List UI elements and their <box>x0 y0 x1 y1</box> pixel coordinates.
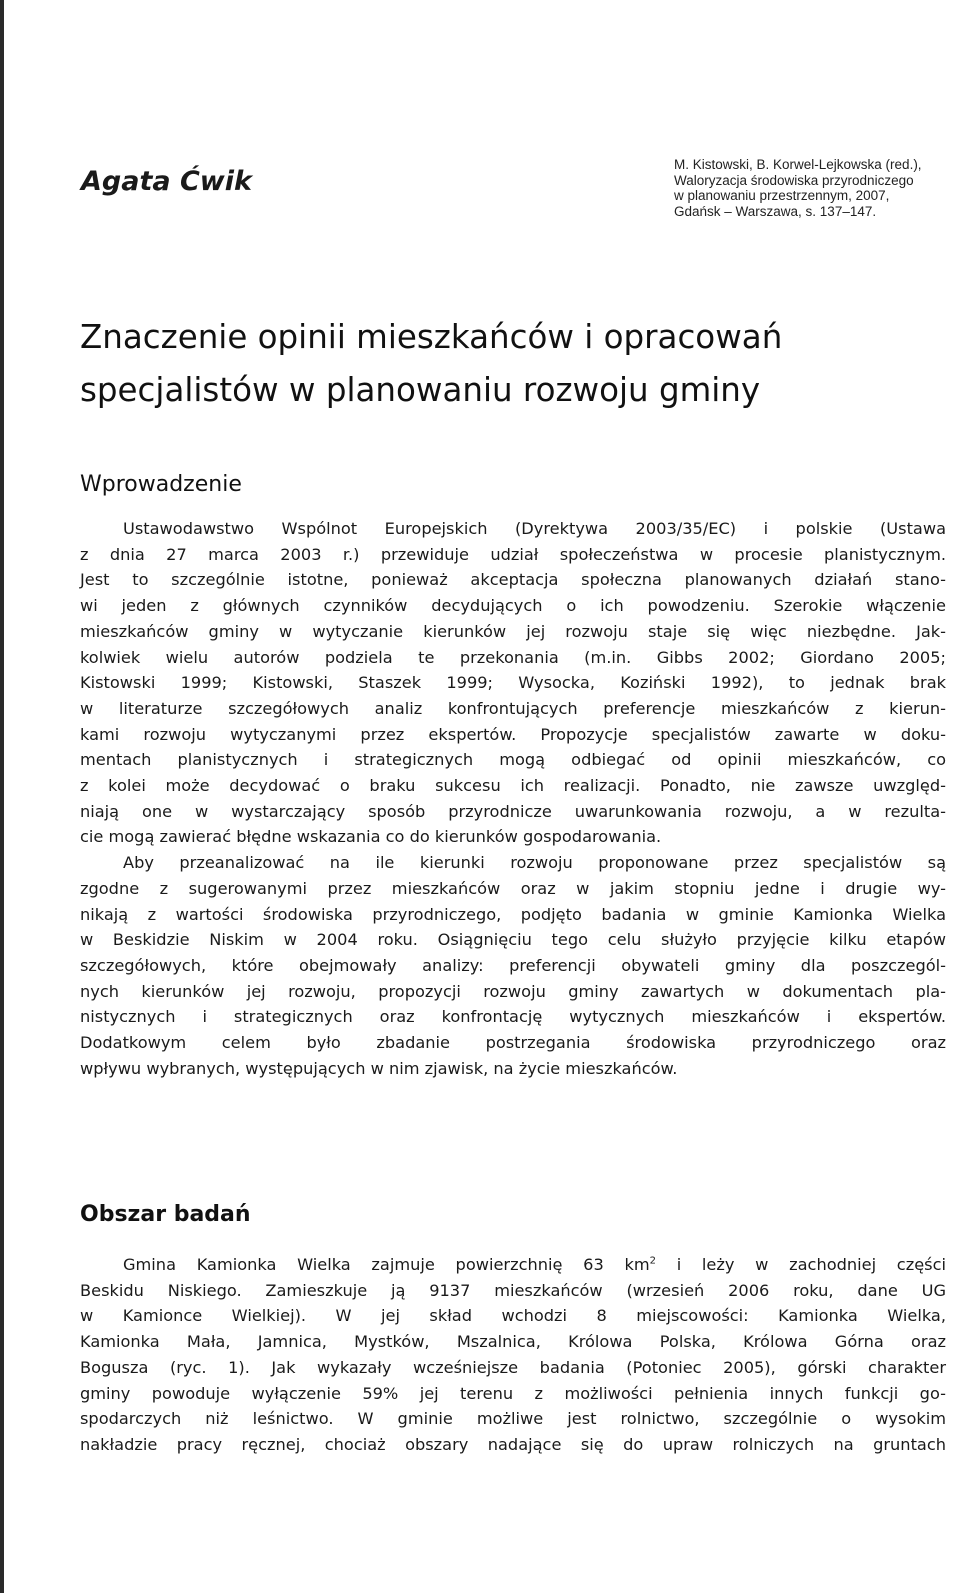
section-heading-study-area: Obszar badań <box>80 1202 251 1227</box>
text-fragment: i leży w zachodniej części <box>656 1255 946 1274</box>
superscript: 2 <box>649 1255 656 1267</box>
scan-edge <box>0 0 4 1593</box>
text-line: szczegółowych, które obejmowały analizy: preferencji obywateli gminy dla poszczegól- <box>80 955 946 975</box>
text-line: spodarczych niż leśnictwo. W gminie możliwe jest rolnictwo, szczególnie o wysokim <box>80 1409 946 1429</box>
text-line: gminy powoduje wyłączenie 59% jej terenu z możliwości pełnienia innych funkcji go- <box>80 1383 946 1403</box>
text-line: Jest to szczególnie istotne, ponieważ akceptacja społeczna planowanych działań stano- <box>80 570 946 590</box>
text-line: z dnia 27 marca 2003 r.) przewiduje udział społeczeństwa w procesie planistycznym. <box>80 544 946 564</box>
text-line: mentach planistycznych i strategicznych mogą odbiegać od opinii mieszkańców, co <box>80 750 946 770</box>
text-line: Bogusza (ryc. 1). Jak wykazały wcześniejsze badania (Potoniec 2005), górski charakter <box>80 1357 946 1377</box>
citation-line: M. Kistowski, B. Korwel-Lejkowska (red.), <box>674 157 922 172</box>
text-line: kami rozwoju wytyczanymi przez ekspertów. Propozycje specjalistów zawarte w doku- <box>80 724 946 744</box>
text-line: Kamionka Mała, Jamnica, Mystków, Mszalnica, Królowa Polska, Królowa Górna oraz <box>80 1332 946 1352</box>
text-line: zgodne z sugerowanymi przez mieszkańców oraz w jakim stopniu jedne i drugie wy- <box>80 878 946 898</box>
title-line: specjalistów w planowaniu rozwoju gminy <box>80 371 761 409</box>
text-line: niają one w wystarczający sposób przyrodnicze uwarunkowania rozwoju, a w rezulta- <box>80 801 946 821</box>
citation-line: Waloryzacja środowiska przyrodniczego <box>674 172 914 188</box>
text-line: wi jeden z głównych czynników decydujących o ich powodzeniu. Szerokie włączenie <box>80 596 946 616</box>
text-line: kolwiek wielu autorów podziela te przekonania (m.in. Gibbs 2002; Giordano 2005; <box>80 647 946 667</box>
text-line: Dodatkowym celem było zbadanie postrzegania środowiska przyrodniczego oraz <box>80 1033 946 1053</box>
citation-line: w planowaniu przestrzennym, 2007, <box>674 188 890 203</box>
text-line: w Beskidzie Niskim w 2004 roku. Osiągnięciu tego celu służyło przyjęcie kilku etapów <box>80 930 946 950</box>
text-line: nistycznych i strategicznych oraz konfrontację wytycznych mieszkańców i ekspertów. <box>80 1007 946 1027</box>
introduction-text <box>80 516 946 1081</box>
title-line: Znaczenie opinii mieszkańców i opracowań <box>80 318 783 356</box>
text-line: Beskidu Niskiego. Zamieszkuje ją 9137 mieszkańców (wrzesień 2006 roku, dane UG <box>80 1280 946 1300</box>
article-title <box>80 311 940 417</box>
citation-line: Gdańsk – Warszawa, s. 137–147. <box>674 203 877 219</box>
citation-block <box>674 157 960 219</box>
text-line: w Kamionce Wielkiej). W jej skład wchodzi 8 miejscowości: Kamionka Wielka, <box>80 1306 946 1326</box>
study-area-text <box>80 1252 946 1458</box>
text-line: nakładzie pracy ręcznej, chociaż obszary nadające się do upraw rolniczych na gruntach <box>80 1434 946 1454</box>
text-line: Aby przeanalizować na ile kierunki rozwoju proponowane przez specjalistów są <box>123 853 946 873</box>
text-line: z kolei może decydować o braku sukcesu ich realizacji. Ponadto, nie zawsze uwzględ- <box>80 776 946 796</box>
text-line: nych kierunków jej rozwoju, propozycji rozwoju gminy zawartych w dokumentach pla- <box>80 981 946 1001</box>
author-name: Agata Ćwik <box>81 166 252 197</box>
text-line: wpływu wybranych, występujących w nim zjawisk, na życie mieszkańców. <box>80 1058 678 1078</box>
text-line: mieszkańców gminy w wytyczanie kierunków jej rozwoju staje się więc niezbędne. Jak- <box>80 621 946 641</box>
text-line: Ustawodawstwo Wspólnot Europejskich (Dyrektywa 2003/35/EC) i polskie (Ustawa <box>123 519 946 538</box>
text-fragment: Gmina Kamionka Wielka zajmuje powierzchnię 63 km <box>123 1255 650 1274</box>
text-line: Kistowski 1999; Kistowski, Staszek 1999; Wysocka, Koziński 1992), to jednak brak <box>80 673 946 693</box>
text-line: w literaturze szczegółowych analiz konfrontujących preferencje mieszkańców z kierun- <box>80 698 946 718</box>
section-heading-introduction: Wprowadzenie <box>80 472 242 497</box>
text-line: nikają z wartości środowiska przyrodniczego, podjęto badania w gminie Kamionka Wielka <box>80 904 946 924</box>
text-line <box>80 1252 946 1278</box>
text-line: cie mogą zawierać błędne wskazania co do kierunków gospodarowania. <box>80 827 662 847</box>
